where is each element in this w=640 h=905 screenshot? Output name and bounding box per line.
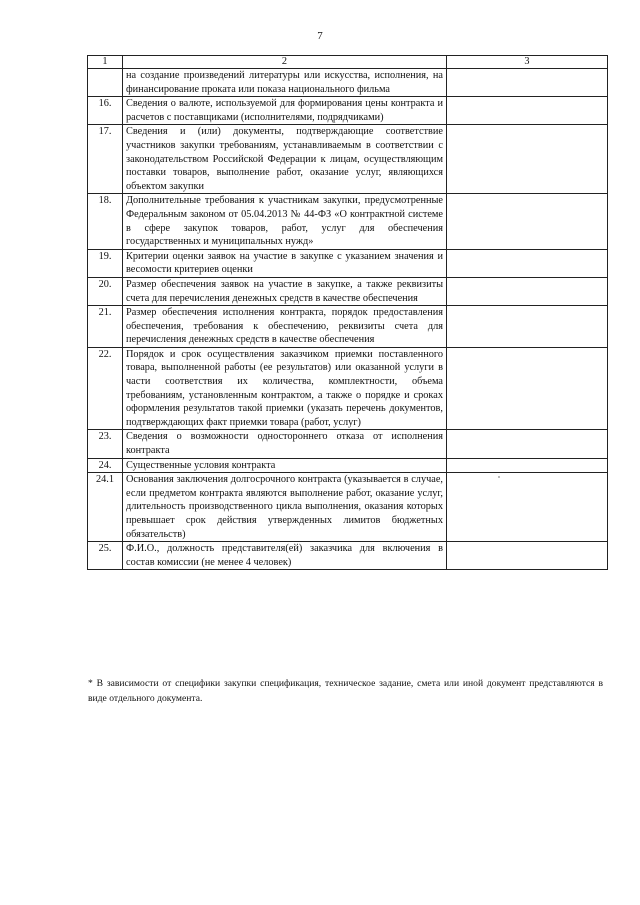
table-row [88,69,608,97]
table-row [88,277,608,305]
table-row [88,347,608,430]
row-description: Размер обеспечения исполнения контракта, порядок предоставления обеспечения, требования к обеспечению, реквизиты счета для перечисления денежных средств в качестве обеспечения [123,306,447,348]
row-number: 24. [88,458,123,473]
table-row [88,473,608,542]
table-row [88,430,608,458]
row-value-cell [447,69,608,97]
row-value-cell [447,277,608,305]
row-number: 23. [88,430,123,458]
row-number: 17. [88,125,123,194]
row-description: Порядок и срок осуществления заказчиком приемки поставленного товара, выполненной работы (ее результатов) или оказанной услуги в части соответствия их количества, комплектности, объема требованиям, установленным контрактом, а также о порядке и сроках оформления результатов такой приемки (указать перечень документов, подтверждающих факт приемки товара (работ, услуг) [123,347,447,430]
table-row [88,458,608,473]
table-row [88,97,608,125]
column-header-3: 3 [447,56,608,69]
row-description: Критерии оценки заявок на участие в закупке с указанием значения и весомости критериев оценки [123,249,447,277]
row-value-cell [447,125,608,194]
row-description: Размер обеспечения заявок на участие в закупке, а также реквизиты счета для перечисления денежных средств в качестве обеспечения [123,277,447,305]
row-description: на создание произведений литературы или искусства, исполнения, на финансирование проката или показа национального фильма [123,69,447,97]
row-number: 21. [88,306,123,348]
row-value-cell [447,97,608,125]
requirements-table [87,55,608,570]
row-description: Основания заключения долгосрочного контракта (указывается в случае, если предметом контракта являются выполнение работ, оказание услуг, длительность производственного цикла выполнения, оказания которых превышает срок действия утвержденных лимитов бюджетных обязательств) [123,473,447,542]
row-number: 19. [88,249,123,277]
row-description: Сведения и (или) документы, подтверждающие соответствие участников закупки требованиям, устанавливаемым в соответствии с законодательством Российской Федерации к лицам, осуществляющим поставки товаров, выполнение работ, оказание услуг, являющихся объектом закупки [123,125,447,194]
row-description: Сведения о валюте, используемой для формирования цены контракта и расчетов с поставщиками (исполнителями, подрядчиками) [123,97,447,125]
row-description: Сведения о возможности одностороннего отказа от исполнения контракта [123,430,447,458]
row-number: 22. [88,347,123,430]
row-number: 18. [88,194,123,249]
row-value-cell [447,542,608,570]
scan-speck [498,476,500,478]
row-number [88,69,123,97]
row-description: Дополнительные требования к участникам закупки, предусмотренные Федеральным законом от 05.04.2013 № 44-ФЗ «О контрактной системе в сфере закупок товаров, работ, услуг для обеспечения государственных и муниципальных нужд» [123,194,447,249]
table-row [88,306,608,348]
row-number: 24.1 [88,473,123,542]
table-row [88,194,608,249]
table-row [88,125,608,194]
row-value-cell [447,430,608,458]
page-number: 7 [317,30,323,42]
footnote: * В зависимости от специфики закупки спецификация, техническое задание, смета или иной документ представляются в виде отдельного документа. [88,678,603,704]
row-number: 25. [88,542,123,570]
row-value-cell [447,347,608,430]
table-row [88,249,608,277]
column-header-1: 1 [88,56,123,69]
row-number: 20. [88,277,123,305]
column-header-2: 2 [123,56,447,69]
row-description: Ф.И.О., должность представителя(ей) заказчика для включения в состав комиссии (не менее 4 человек) [123,542,447,570]
row-value-cell [447,194,608,249]
table-header-row [88,56,608,69]
row-value-cell [447,458,608,473]
table-row [88,542,608,570]
row-value-cell [447,473,608,542]
row-description: Существенные условия контракта [123,458,447,473]
row-value-cell [447,306,608,348]
row-number: 16. [88,97,123,125]
row-value-cell [447,249,608,277]
